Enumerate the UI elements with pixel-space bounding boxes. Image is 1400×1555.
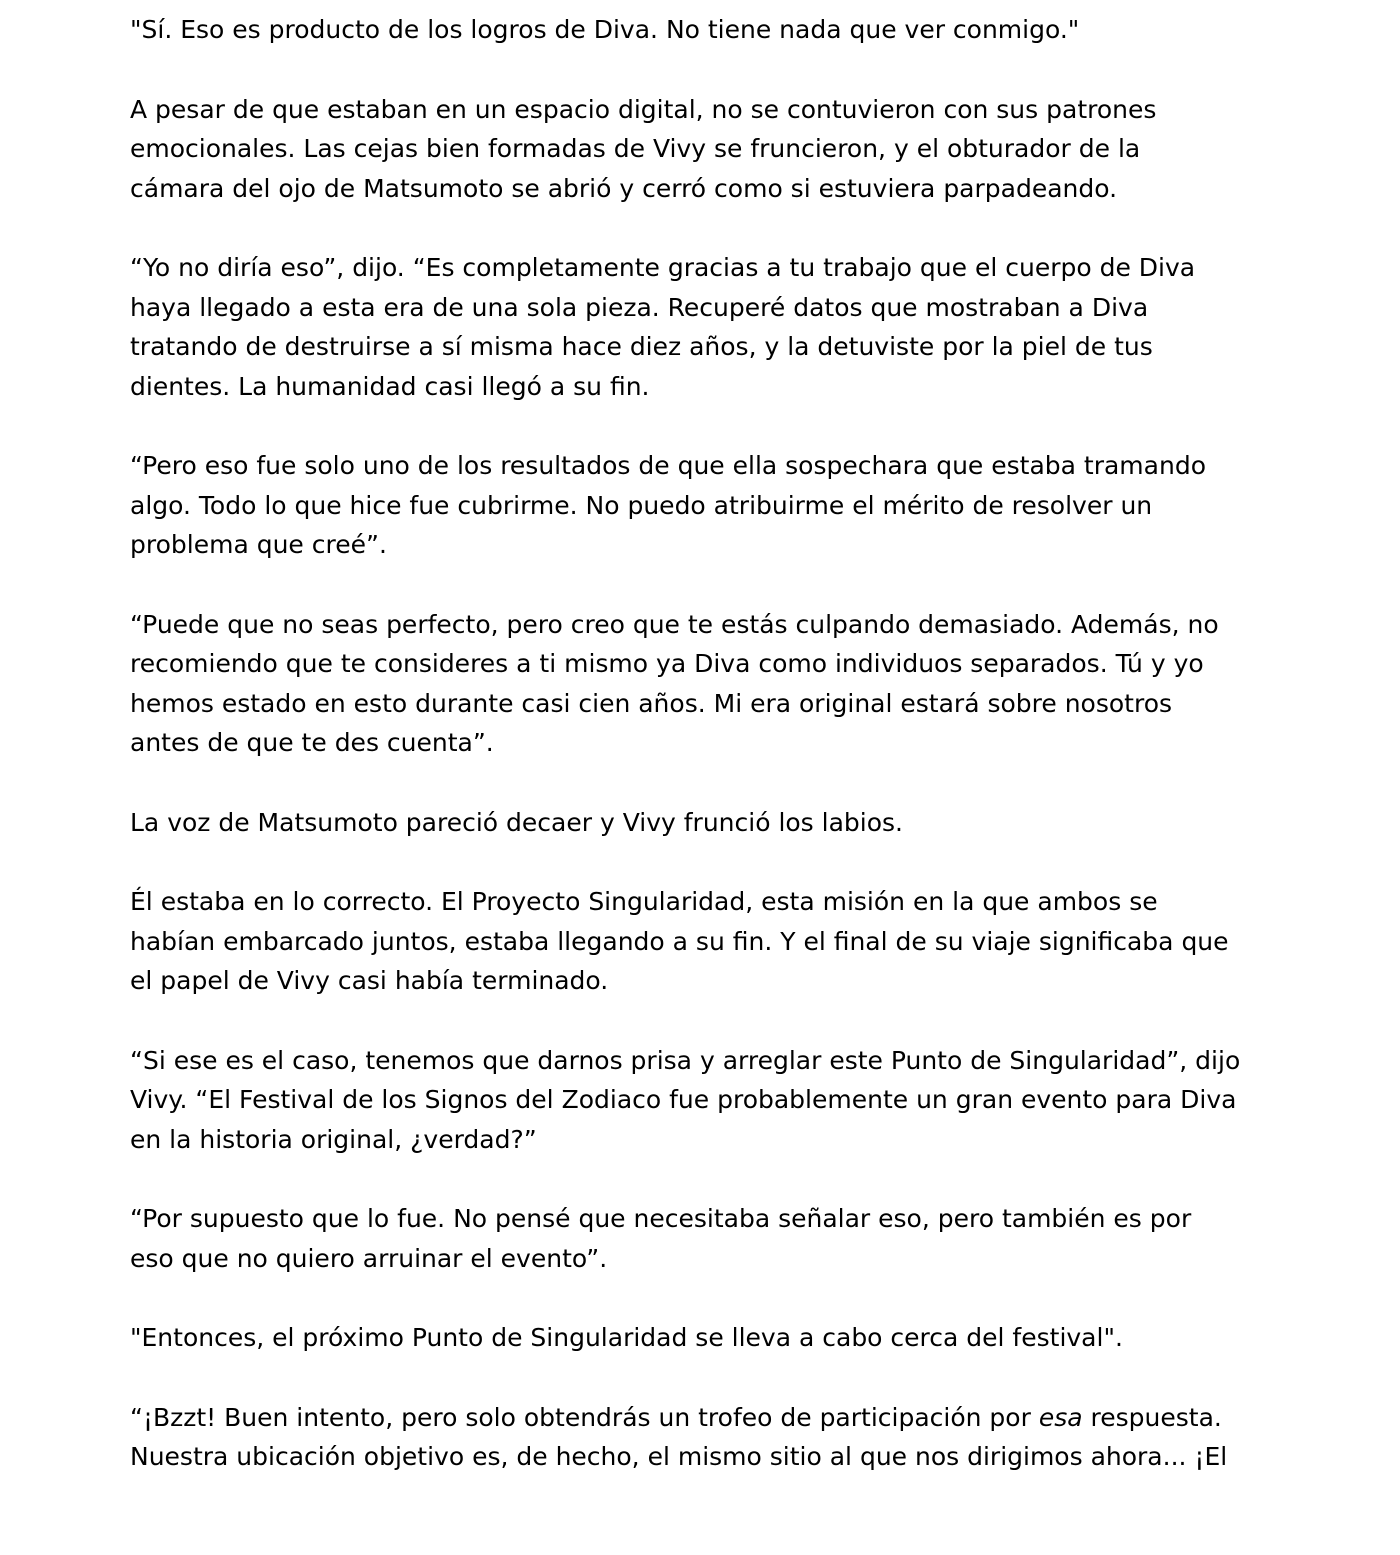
text-line: "Entonces, el próximo Punto de Singularidad se lleva a cabo cerca del festival". [130, 1323, 1123, 1352]
paragraph [130, 1199, 1290, 1278]
text-line: “Yo no diría eso”, dijo. “Es completamente gracias a tu trabajo que el cuerpo de Diva [130, 253, 1196, 282]
text-line: hemos estado en esto durante casi cien años. Mi era original estará sobre nosotros [130, 688, 1173, 718]
text-line: dientes. La humanidad casi llegó a su fin. [130, 371, 650, 401]
text-line: emocionales. Las cejas bien formadas de Vivy se fruncieron, y el obturador de la [130, 134, 1141, 163]
text-line: La voz de Matsumoto pareció decaer y Vivy frunció los labios. [130, 807, 903, 837]
text-line: “Pero eso fue solo uno de los resultados de que ella sospechara que estaba tramando [130, 451, 1206, 480]
paragraph [130, 882, 1290, 1001]
text-line: "Sí. Eso es producto de los logros de Diva. No tiene nada que ver conmigo." [130, 15, 1080, 44]
text-line: A pesar de que estaban en un espacio digital, no se contuvieron con sus patrones [130, 94, 1157, 124]
text-line: tratando de destruirse a sí misma hace diez años, y la detuviste por la piel de tus [130, 332, 1153, 361]
text-line: algo. Todo lo que hice fue cubrirme. No puedo atribuirme el mérito de resolver un [130, 490, 1153, 520]
paragraph [130, 446, 1290, 565]
document-body [130, 10, 1290, 1517]
paragraph [130, 803, 1290, 843]
paragraph [130, 248, 1290, 406]
text-line: el papel de Vivy casi había terminado. [130, 966, 609, 995]
text-line: habían embarcado juntos, estaba llegando a su fin. Y el final de su viaje significaba que [130, 926, 1229, 956]
paragraph [130, 1398, 1290, 1477]
text-line: haya llegado a esta era de una sola pieza. Recuperé datos que mostraban a Diva [130, 292, 1149, 322]
text-line: en la historia original, ¿verdad?” [130, 1124, 537, 1154]
paragraph [130, 1318, 1290, 1358]
text-line: “Puede que no seas perfecto, pero creo que te estás culpando demasiado. Además, no [130, 609, 1219, 639]
text-line: antes de que te des cuenta”. [130, 728, 494, 757]
text-line: Nuestra ubicación objetivo es, de hecho, el mismo sitio al que nos dirigimos ahora... ¡El [130, 1442, 1228, 1471]
text-line: eso que no quiero arruinar el evento”. [130, 1243, 608, 1273]
text-line: “Si ese es el caso, tenemos que darnos prisa y arreglar este Punto de Singularidad”, dijo [130, 1045, 1241, 1075]
paragraph [130, 605, 1290, 763]
text-line: cámara del ojo de Matsumoto se abrió y cerró como si estuviera parpadeando. [130, 173, 1118, 203]
text-line: Vivy. “El Festival de los Signos del Zodiaco fue probablemente un gran evento para Diva [130, 1085, 1237, 1114]
paragraph [130, 10, 1290, 50]
text-line: “¡Bzzt! Buen intento, pero solo obtendrás un trofeo de participación por esa respuesta. [130, 1402, 1222, 1432]
emphasis: esa [1038, 1402, 1083, 1432]
paragraph [130, 90, 1290, 209]
text-line: recomiendo que te consideres a ti mismo ya Diva como individuos separados. Tú y yo [130, 649, 1204, 678]
text-line: Él estaba en lo correcto. El Proyecto Singularidad, esta misión en la que ambos se [130, 887, 1158, 916]
text-line: “Por supuesto que lo fue. No pensé que necesitaba señalar eso, pero también es por [130, 1204, 1192, 1233]
paragraph [130, 1041, 1290, 1160]
text-line: problema que creé”. [130, 530, 387, 559]
